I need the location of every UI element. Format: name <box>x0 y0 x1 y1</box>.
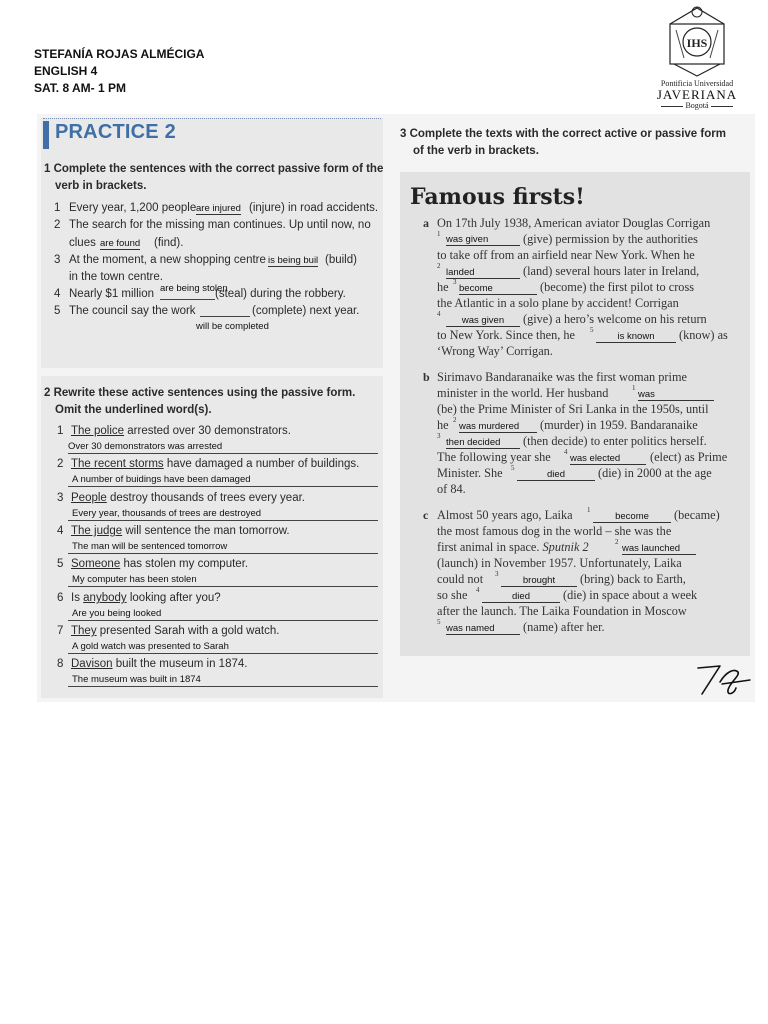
text-b-answer-1: was <box>638 389 714 401</box>
ex2-item-answer: A gold watch was presented to Sarah <box>72 641 229 652</box>
practice-title: PRACTICE 2 <box>55 121 176 143</box>
sup-c3: 3 <box>495 570 499 578</box>
ex2-item-answer-line <box>68 553 378 554</box>
ex2-item-number: 3 <box>57 492 64 504</box>
logo-line-3: Bogotá <box>652 101 742 110</box>
ex2-item-answer: Every year, thousands of trees are destroyed <box>72 508 262 519</box>
sup-a5: 5 <box>590 326 594 334</box>
sup-b5: 5 <box>511 464 515 472</box>
logo-line-1: Pontificia Universidad <box>660 79 734 88</box>
text-b-line-6: (then decide) to enter politics herself. <box>523 434 707 448</box>
text-b-line-4: he <box>437 418 449 432</box>
text-c-line-2: (became) <box>674 508 720 522</box>
ex1-s3-num: 3 <box>54 254 61 266</box>
sup-a1: 1 <box>437 230 441 238</box>
text-b-answer-4: was elected <box>570 453 646 465</box>
text-a-line-5: he <box>437 280 449 294</box>
text-a-answer-4: was given <box>446 315 520 327</box>
course-name: ENGLISH 4 <box>34 64 98 78</box>
ex2-item-answer: A number of buidings have been damaged <box>72 474 251 485</box>
text-b-line-8: (elect) as Prime <box>650 450 728 464</box>
ex1-s1-text-b: (injure) in road accidents. <box>249 202 379 214</box>
ex2-item-answer: Over 30 demonstrators was arrested <box>68 441 223 452</box>
sup-a4: 4 <box>437 310 441 318</box>
text-a-line-4: (land) several hours later in Ireland, <box>523 264 700 278</box>
ex2-item-sentence: The police arrested over 30 demonstrators. <box>71 425 291 437</box>
ex2-item-number: 6 <box>57 592 64 604</box>
text-a-line-7: the Atlantic in a solo plane by accident! Corrigan <box>437 296 679 310</box>
ex1-s2-answer: are found <box>100 238 141 249</box>
ex2-item-answer: My computer has been stolen <box>72 574 197 585</box>
ex1-s4-blank <box>160 299 215 300</box>
text-c-line-6: could not <box>437 572 484 586</box>
text-b-line-2: minister in the world. Her husband <box>437 386 609 400</box>
text-a-line-2: (give) permission by the authorities <box>523 232 698 246</box>
text-c-line-10: after the launch. The Laika Foundation in Moscow <box>437 604 687 618</box>
ex2-item-answer-line <box>68 653 378 654</box>
ex1-s3-text-c: in the town centre. <box>69 271 163 283</box>
sup-b1: 1 <box>632 384 636 392</box>
class-schedule: SAT. 8 AM- 1 PM <box>34 81 127 95</box>
text-c-label: c <box>423 508 429 522</box>
ex1-s3-text-b: (build) <box>325 254 357 266</box>
ex1-s2-text: The search for the missing man continues. Up until now, no <box>69 219 371 231</box>
text-a-answer-1: was given <box>446 234 520 246</box>
sup-c4: 4 <box>476 586 480 594</box>
ex2-item-answer: Are you being looked <box>72 608 162 619</box>
text-c-line-9: (die) in space about a week <box>563 588 698 602</box>
text-c-line-4: first animal in space. Sputnik 2 <box>437 540 589 554</box>
ex1-s5-answer: will be completed <box>196 321 269 332</box>
text-c-answer-4: died <box>482 591 560 603</box>
ex2-item-answer-line <box>68 586 378 587</box>
text-a-line-10: (know) as <box>679 328 728 342</box>
text-a-line-6: (become) the first pilot to cross <box>540 280 695 294</box>
ex2-item-answer: The man will be sentenced tomorrow <box>72 541 228 552</box>
ex2-item-sentence: Is anybody looking after you? <box>71 592 221 604</box>
text-b-line-11: of 84. <box>437 482 466 496</box>
ex1-s2-text-c: clues <box>69 237 96 249</box>
ex2-item-number: 7 <box>57 625 64 637</box>
text-b-line-5: (murder) in 1959. Bandaranaike <box>540 418 698 432</box>
text-c-line-3: the most famous dog in the world – she was the <box>437 524 672 538</box>
text-a-line-1: On 17th July 1938, American aviator Douglas Corrigan <box>437 216 711 230</box>
student-name: STEFANÍA ROJAS ALMÉCIGA <box>34 47 205 61</box>
ex2-item-sentence: Davison built the museum in 1874. <box>71 658 248 670</box>
text-c-line-11: (name) after her. <box>523 620 605 634</box>
text-a-answer-2: landed <box>446 267 520 279</box>
text-b-answer-3: then decided <box>446 437 520 449</box>
text-c-answer-3: brought <box>501 575 577 587</box>
ex2-instruction-1: 2 Rewrite these active sentences using the passive form. <box>44 387 356 399</box>
ex2-item-sentence: The recent storms have damaged a number of buildings. <box>71 458 360 470</box>
ex1-s4-text: Nearly $1 million <box>69 288 155 300</box>
text-c-line-8: so she <box>437 588 468 602</box>
famous-firsts-title: Famous firsts! <box>410 184 585 210</box>
ex2-item-answer-line <box>68 486 378 487</box>
student-header <box>34 46 204 97</box>
ex1-s3-text: At the moment, a new shopping centre <box>69 254 266 266</box>
text-a-answer-3: become <box>459 283 537 295</box>
ex1-instruction-2: verb in brackets. <box>55 180 147 192</box>
top-divider <box>43 118 381 119</box>
sup-b3: 3 <box>437 432 441 440</box>
ex2-item-answer-line <box>68 520 378 521</box>
university-logo <box>652 2 742 112</box>
logo-line-2: JAVERIANA <box>656 87 738 102</box>
ex1-s5-num: 5 <box>54 305 61 317</box>
sup-b4: 4 <box>564 448 568 456</box>
ex1-s4-text-b: (steal) during the robbery. <box>215 288 346 300</box>
ex3-instruction-1: 3 Complete the texts with the correct active or passive form <box>400 128 726 140</box>
sup-b2: 2 <box>453 416 457 424</box>
text-b-answer-2: was murdered <box>459 421 537 433</box>
ex2-item-sentence: Someone has stolen my computer. <box>71 558 249 570</box>
ex2-item-number: 1 <box>57 425 64 437</box>
text-a-label: a <box>423 216 429 230</box>
ex1-s5-blank <box>200 316 250 317</box>
crest-monogram: IHS <box>686 36 708 50</box>
text-c-answer-2: was launched <box>622 543 696 555</box>
text-a-line-11: ‘Wrong Way’ Corrigan. <box>437 344 553 358</box>
ex1-s5-text-b: (complete) next year. <box>252 305 360 317</box>
text-c-answer-1: become <box>593 511 671 523</box>
ex1-s3-answer: is being buil <box>268 255 319 266</box>
ex1-s5-text: The council say the work <box>69 305 196 317</box>
text-c-line-1: Almost 50 years ago, Laika <box>437 508 573 522</box>
text-b-line-7: The following year she <box>437 450 551 464</box>
ex2-item-answer-line <box>68 453 378 454</box>
ex2-item-answer-line <box>68 686 378 687</box>
ex1-instruction-1: 1 Complete the sentences with the correct passive form of the <box>44 163 384 175</box>
ex1-s4-answer: are being stolen <box>160 283 228 294</box>
sup-c1: 1 <box>587 506 591 514</box>
ex2-instruction-2: Omit the underlined word(s). <box>55 404 212 416</box>
ex1-s1-num: 1 <box>54 202 61 214</box>
sup-c2: 2 <box>615 538 619 546</box>
text-a-answer-5: is known <box>596 331 676 343</box>
ex2-item-sentence: They presented Sarah with a gold watch. <box>71 625 280 637</box>
ex2-item-number: 5 <box>57 558 64 570</box>
sup-c5: 5 <box>437 618 441 626</box>
ex2-item-number: 8 <box>57 658 64 670</box>
ex2-item-number: 4 <box>57 525 64 537</box>
ex3-instruction-2: of the verb in brackets. <box>413 145 539 157</box>
text-b-line-9: Minister. She <box>437 466 503 480</box>
text-b-line-1: Sirimavo Bandaranaike was the first woman prime <box>437 370 687 384</box>
text-c-line-5: (launch) in November 1957. Unfortunately, Laika <box>437 556 682 570</box>
ex1-s4-num: 4 <box>54 288 61 300</box>
ex1-s2-num: 2 <box>54 219 61 231</box>
ex2-item-answer-line <box>68 620 378 621</box>
text-b-label: b <box>423 370 430 384</box>
ex1-s1-text: Every year, 1,200 people <box>69 202 197 214</box>
text-b-line-3: (be) the Prime Minister of Sri Lanka in the 1950s, until <box>437 402 709 416</box>
text-b-answer-5: died <box>517 469 595 481</box>
text-c-line-7: (bring) back to Earth, <box>580 572 686 586</box>
sup-a2: 2 <box>437 262 441 270</box>
text-a-line-3: to take off from an airfield near New York. When he <box>437 248 695 262</box>
sup-a3: 3 <box>453 278 457 286</box>
text-a-line-8: (give) a hero’s welcome on his return <box>523 312 707 326</box>
text-a-line-9: to New York. Since then, he <box>437 328 575 342</box>
ex1-s1-answer: are injured <box>196 203 241 214</box>
ex2-item-answer: The museum was built in 1874 <box>72 674 201 685</box>
handwritten-signature <box>694 660 754 700</box>
text-c-answer-5: was named <box>446 623 520 635</box>
ex2-item-number: 2 <box>57 458 64 470</box>
text-b-line-10: (die) in 2000 at the age <box>598 466 712 480</box>
university-crest-icon <box>666 2 728 78</box>
ex2-item-sentence: The judge will sentence the man tomorrow. <box>71 525 290 537</box>
ex2-item-sentence: People destroy thousands of trees every year. <box>71 492 305 504</box>
ex1-s2-text-d: (find). <box>154 237 184 249</box>
practice-accent-bar <box>43 121 49 149</box>
